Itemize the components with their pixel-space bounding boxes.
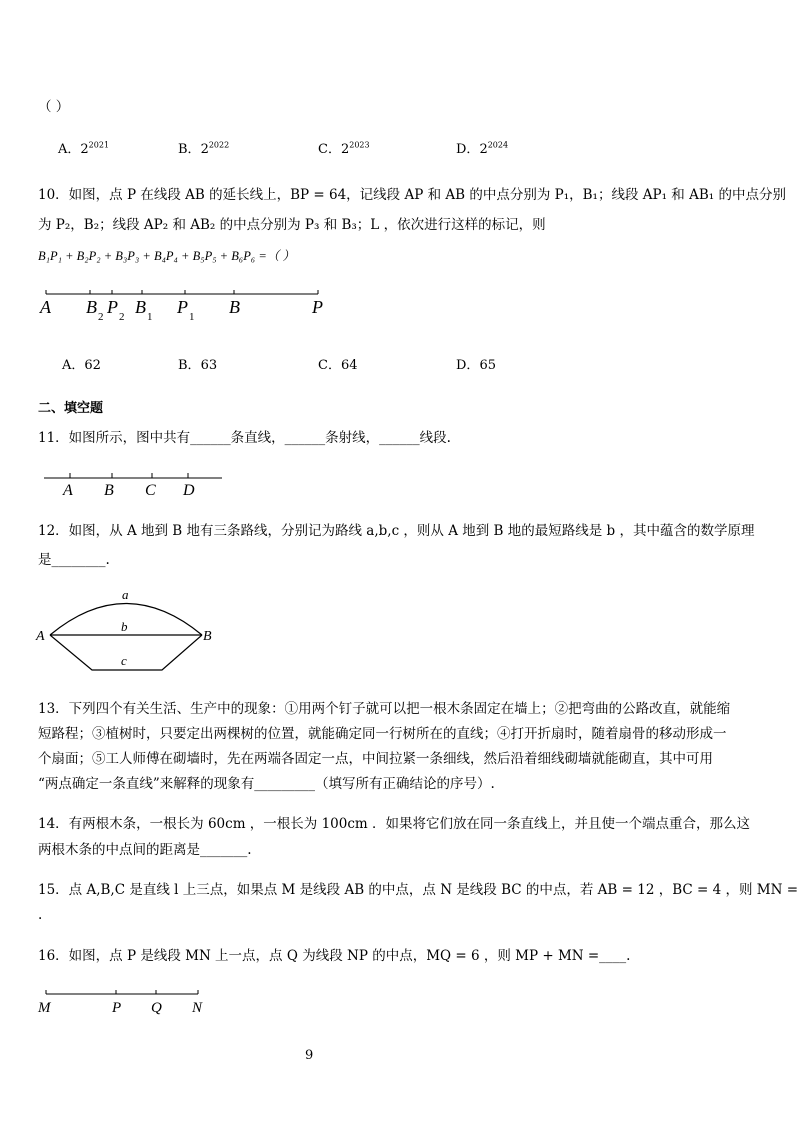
q16-figure	[34, 988, 214, 1018]
q10-text-line2: 为 P₂，B₂；线段 AP₂ 和 AB₂ 的中点分别为 P₃ 和 B₃；L ，依次进行这样的标记，则	[38, 217, 546, 233]
q13-text-line2: 短路程；③植树时，只要定出两棵树的位置，就能确定同一行树所在的直线；④打开折扇时，随着扇骨的移动形成一	[38, 726, 727, 742]
q10-label-b2: B	[86, 297, 97, 317]
q12-label-route-c: c	[121, 653, 127, 668]
q10-option-d: D．65	[456, 358, 496, 373]
q10-label-p1: P	[177, 297, 188, 317]
q10-label-p1-sub: 1	[189, 311, 195, 323]
q11-figure	[38, 470, 238, 500]
q9-option-d: D．$2^{2024}$	[456, 140, 509, 157]
q11-label-c: C	[145, 482, 156, 499]
q10-option-a: A．62	[62, 358, 101, 373]
q12-text-line1: 12．如图，从 A 地到 B 地有三条路线，分别记为路线 a,b,c ，则从 A 地到 B 地的最短路线是 b ，其中蕴含的数学原理	[38, 523, 755, 539]
q10-label-p2: P	[107, 297, 118, 317]
q16-label-m: M	[38, 1000, 51, 1016]
q16-label-q: Q	[151, 1000, 162, 1016]
page-number: 9	[305, 1048, 314, 1063]
q10-text-line1: 10．如图，点 P 在线段 AB 的延长线上，BP = 64，记线段 AP 和 AB 的中点分别为 P₁，B₁；线段 AP₁ 和 AB₁ 的中点分别	[38, 187, 786, 203]
q11-label-a: A	[63, 482, 73, 499]
q13-text-line3: 个扇面；⑤工人师傅在砌墙时，先在两端各固定一点，中间拉紧一条细线，然后沿着细线砌墙就能砌直，其中可用	[38, 751, 713, 767]
q9-option-a: A．$2^{2021}$	[58, 140, 110, 157]
q10-label-b: B	[229, 297, 240, 317]
q15-text-line2: .	[38, 907, 43, 923]
q9-option-b: B．$2^{2022}$	[178, 140, 230, 157]
q12-label-b: B	[203, 629, 212, 644]
q12-label-route-a: a	[122, 587, 129, 602]
q16-label-n: N	[192, 1000, 203, 1016]
q12-text-line2: 是________.	[38, 552, 110, 568]
q13-text-line4: “两点确定一条直线”来解释的现象有_________（填写所有正确结论的序号）.	[38, 776, 495, 792]
q10-option-b: B．63	[178, 358, 218, 373]
q10-figure	[30, 284, 350, 328]
q10-label-p: P	[312, 297, 323, 317]
q10-label-a: A	[40, 297, 51, 317]
q10-option-c: C．64	[318, 358, 358, 373]
q10-label-b1: B	[135, 297, 146, 317]
q10-label-b1-sub: 1	[147, 311, 153, 323]
q12-figure	[30, 584, 220, 676]
q9-option-c: C．$2^{2023}$	[318, 140, 370, 157]
q10-label-p2-sub: 2	[119, 311, 125, 323]
q12-label-a: A	[36, 629, 45, 644]
section-title: 二、填空题	[38, 401, 104, 416]
q10-label-b2-sub: 2	[98, 311, 104, 323]
q16-label-p: P	[112, 1000, 122, 1016]
q10-formula: B₁P₁ + B₂P₂ + B₃P₃ + B₄P₄ + B₅P₅ + B₆P₆ =（ ）	[38, 249, 295, 263]
q9-answer-bracket: （ ）	[38, 99, 70, 115]
q12-label-route-b: b	[121, 619, 128, 634]
q11-label-d: D	[183, 482, 195, 499]
q16-text: 16．如图，点 P 是线段 MN 上一点，点 Q 为线段 NP 的中点，MQ = 6 ，则 MP + MN =____.	[38, 948, 631, 964]
q11-label-b: B	[104, 482, 114, 499]
q14-text-line2: 两根木条的中点间的距离是_______.	[38, 842, 252, 858]
q11-text: 11．如图所示，图中共有______条直线，______条射线，______线段.	[38, 430, 451, 446]
q14-text-line1: 14．有两根木条，一根长为 60cm ，一根长为 100cm ．如果将它们放在同一条直线上，并且使一个端点重合，那么这	[38, 816, 751, 832]
q13-text-line1: 13．下列四个有关生活、生产中的现象：①用两个钉子就可以把一根木条固定在墙上；②把弯曲的公路改直，就能缩	[38, 701, 731, 717]
q15-text-line1: 15．点 A,B,C 是直线 l 上三点，如果点 M 是线段 AB 的中点，点 N 是线段 BC 的中点，若 AB = 12 ，BC = 4 ，则 MN =	[38, 882, 799, 898]
